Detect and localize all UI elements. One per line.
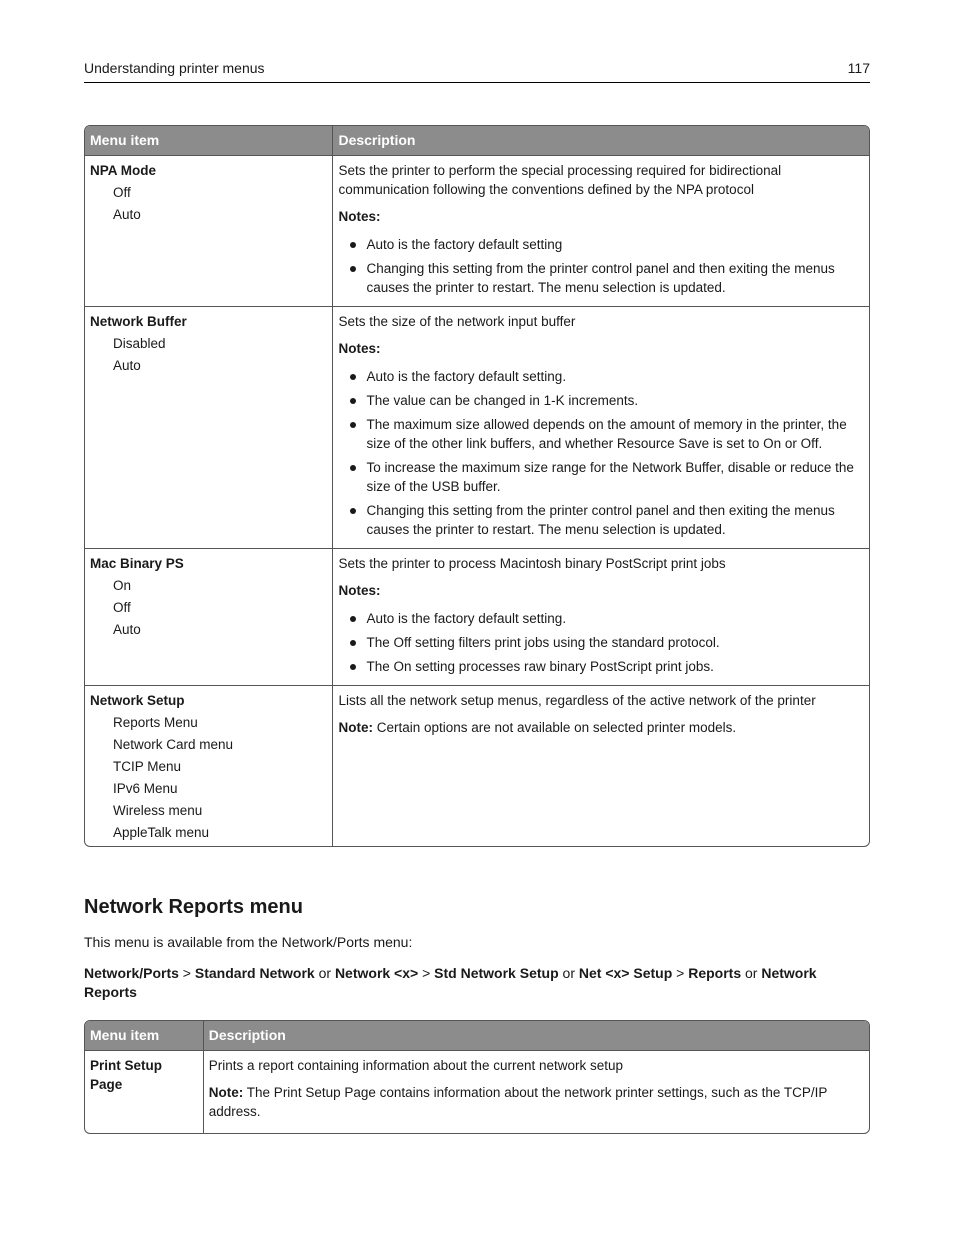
table-header-row [85,1021,869,1051]
menu-option: Auto [113,207,141,222]
path-step: Net <x> Setup [578,965,673,981]
menu-item-cell [85,1051,203,1133]
path-or: or [314,965,335,981]
table-row [85,1051,869,1133]
path-separator: > [418,965,435,981]
menu-item-cell [85,548,332,685]
table-row [85,548,869,685]
path-separator: > [672,965,689,981]
page-number: 117 [847,60,870,76]
note-item: To increase the maximum size range for the Network Buffer, disable or reduce the size of the USB buffer. [338,458,864,496]
description-cell [332,685,869,846]
menu-table-network-reports [84,1020,870,1134]
menu-option: Auto [113,622,141,637]
menu-path [84,964,870,1002]
path-step: Network/Ports [84,965,179,981]
menu-option: AppleTalk menu [113,825,210,840]
running-header [84,60,870,83]
menu-option: TCIP Menu [113,759,182,774]
column-header-description: Description [332,126,869,156]
notes-label: Notes: [338,341,381,356]
table-row [85,306,869,548]
menu-option: Reports Menu [113,715,198,730]
menu-table-network [84,125,870,847]
notes-list [338,235,864,297]
menu-option: Network Card menu [113,737,234,752]
column-header-description: Description [203,1021,869,1051]
note-label: Note: [208,1085,244,1100]
menu-option: Auto [113,358,141,373]
path-step: Network <x> [334,965,419,981]
description-cell [203,1051,869,1133]
menu-option: IPv6 Menu [113,781,178,796]
menu-item-name: Print Setup Page [90,1058,163,1092]
menu-item-name: Network Buffer [90,314,187,329]
table-row [85,156,869,306]
menu-option: Wireless menu [113,803,203,818]
note-item: Changing this setting from the printer control panel and then exiting the menus causes the printer to restart. The menu selection is updated. [338,501,864,539]
path-step: Network Reports [84,965,817,1000]
column-header-menu-item: Menu item [85,126,332,156]
note-text: The Print Setup Page contains information about the network printer settings, such as the TCP/IP address. [208,1085,828,1119]
path-separator: > [178,965,195,981]
notes-label: Notes: [338,209,381,224]
path-step: Reports [688,965,742,981]
note-item: The Off setting filters print jobs using the standard protocol. [338,633,864,652]
note-item: The On setting processes raw binary PostScript print jobs. [338,657,864,676]
note-item: Auto is the factory default setting. [338,367,864,386]
column-header-menu-item: Menu item [85,1021,203,1051]
description-text: Sets the size of the network input buffer [338,314,576,329]
notes-list [338,609,864,676]
note-item: Auto is the factory default setting. [338,609,864,628]
table-header-row [85,126,869,156]
note-item: The maximum size allowed depends on the amount of memory in the printer, the size of the other link buffers, and whether Resource Save is set to On or Off. [338,415,864,453]
description-cell [332,548,869,685]
notes-label: Notes: [338,583,381,598]
note-line [209,1083,864,1121]
note-item: The value can be changed in 1-K increments. [338,391,864,410]
menu-item-cell [85,306,332,548]
menu-option: Off [113,185,131,200]
path-or: or [741,965,762,981]
description-text: Lists all the network setup menus, regardless of the active network of the printer [338,693,816,708]
menu-item-cell [85,156,332,306]
header-section-title: Understanding printer menus [84,60,265,76]
menu-item-cell [85,685,332,846]
path-or: or [558,965,579,981]
menu-item-name: Mac Binary PS [90,556,184,571]
note-text: Certain options are not available on selected printer models. [376,720,737,735]
menu-option: Disabled [113,336,166,351]
section-heading: Network Reports menu [84,896,303,918]
note-line [338,718,864,737]
menu-item-name: NPA Mode [90,163,156,178]
menu-option: On [113,578,132,593]
note-item: Changing this setting from the printer control panel and then exiting the menus causes the printer to restart. The menu selection is updated. [338,259,864,297]
section-intro: This menu is available from the Network/Ports menu: [84,934,413,950]
menu-item-name: Network Setup [90,693,185,708]
menu-option: Off [113,600,131,615]
path-step: Std Network Setup [434,965,559,981]
note-item: Auto is the factory default setting [338,235,864,254]
description-cell [332,156,869,306]
description-text: Prints a report containing information about the current network setup [208,1058,624,1073]
path-step: Standard Network [194,965,315,981]
description-text: Sets the printer to process Macintosh binary PostScript print jobs [338,556,726,571]
description-text: Sets the printer to perform the special processing required for bidirectional communication following the conventions defined by the NPA protocol [338,163,782,197]
description-cell [332,306,869,548]
notes-list [338,367,864,539]
table-row [85,685,869,846]
note-label: Note: [338,720,373,735]
